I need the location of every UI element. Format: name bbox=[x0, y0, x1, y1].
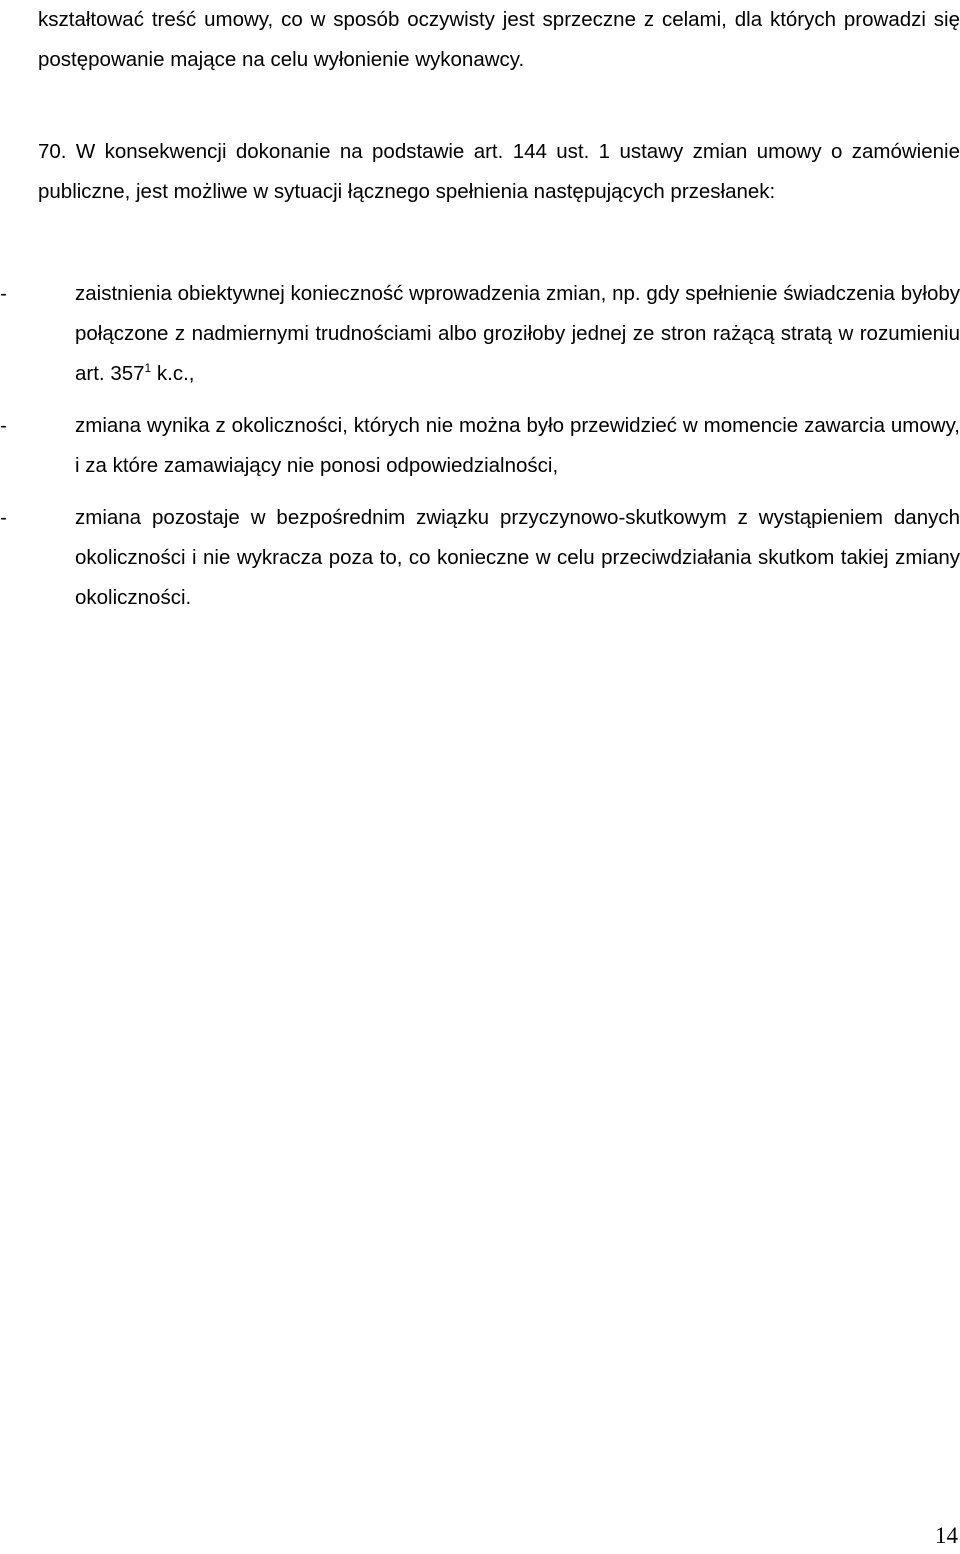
condition-text bbox=[75, 274, 960, 394]
paragraph-continuation: kształtować treść umowy, co w sposób oczywisty jest sprzeczne z celami, dla których prowadzi się postępowanie mające na celu wyłonienie wykonawcy. bbox=[38, 8, 960, 71]
list-bullet-dash: - bbox=[0, 414, 7, 437]
page-number: 14 bbox=[935, 1523, 958, 1548]
condition-text: zmiana pozostaje w bezpośrednim związku przyczynowo-skutkowym z wystąpieniem danych okoliczności i nie wykracza poza to, co konieczne w celu przeciwdziałania skutkom takiej zmiany okoliczności. bbox=[75, 506, 960, 609]
condition-text: zmiana wynika z okoliczności, których nie można było przewidzieć w momencie zawarcia umowy, i za które zamawiający nie ponosi odpowiedzialności, bbox=[75, 414, 960, 477]
condition-text-end: k.c., bbox=[151, 362, 195, 385]
condition-text-main: zaistnienia obiektywnej konieczność wprowadzenia zmian, np. gdy spełnienie świadczenia byłoby połączone z nadmiernymi trudnościami albo groziłoby jednej ze stron rażącą stratą w rozumieniu art. 357 bbox=[75, 282, 960, 385]
paragraph-70: 70. W konsekwencji dokonanie na podstawie art. 144 ust. 1 ustawy zmian umowy o zamówienie publiczne, jest możliwe w sytuacji łącznego spełnienia następujących przesłanek: bbox=[38, 140, 960, 203]
list-bullet-dash: - bbox=[0, 506, 7, 529]
article-superscript: 1 bbox=[144, 361, 152, 376]
list-bullet-dash: - bbox=[0, 282, 7, 305]
